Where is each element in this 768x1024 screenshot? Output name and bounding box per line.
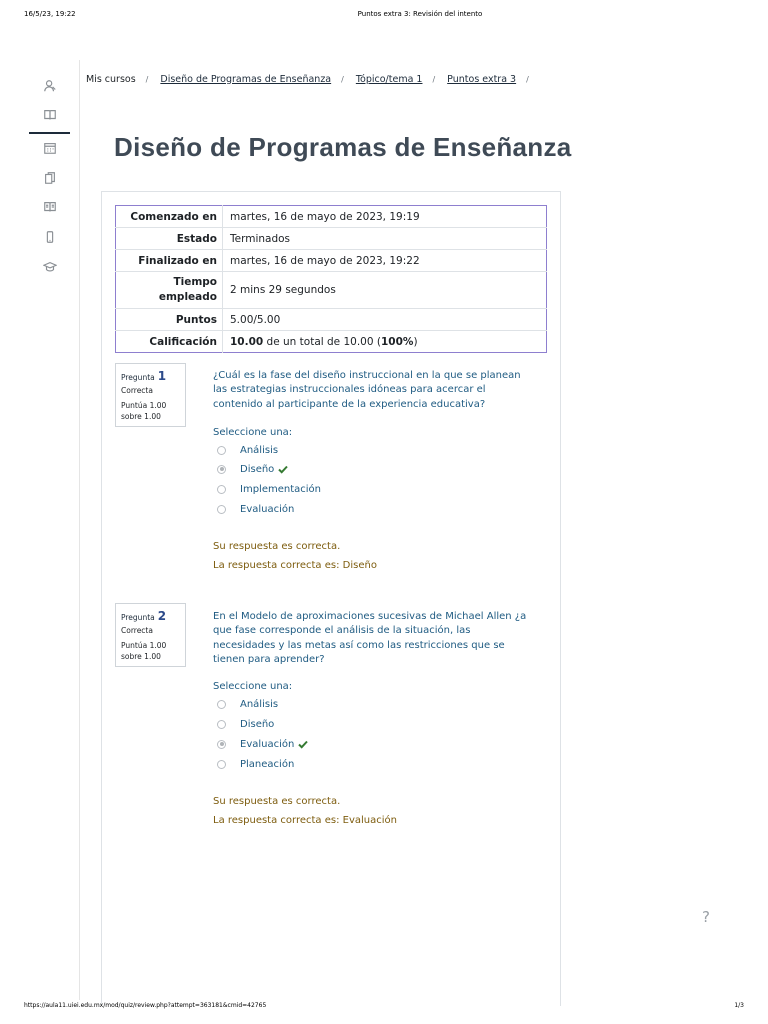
summary-value: 5.00/5.00 [223, 309, 547, 331]
calendar-icon[interactable] [42, 140, 58, 156]
print-page-number: 1/3 [734, 1002, 744, 1009]
summary-value [223, 331, 547, 353]
question-text: En el Modelo de aproximaciones sucesivas de Michael Allen ¿a que fase corresponde el análisis de la situación, las necesidades y las metas así como las restricciones que se tienen para aprender? [213, 611, 527, 665]
summary-row-grade [116, 331, 547, 353]
active-indicator [29, 132, 70, 134]
breadcrumb-separator: / [341, 74, 344, 84]
radio-button[interactable] [217, 700, 226, 709]
question-number-value: 2 [157, 609, 167, 623]
summary-row-points [116, 309, 547, 331]
question-grade-line: Puntúa 1.00 [121, 401, 167, 410]
radio-button[interactable] [217, 720, 226, 729]
summary-label: Comenzado en [116, 206, 223, 228]
summary-label: Calificación [116, 331, 223, 353]
answer-option-label: Evaluación [240, 503, 295, 515]
summary-value: martes, 16 de mayo de 2023, 19:19 [230, 210, 420, 223]
print-url: https://aula11.uiei.edu.mx/mod/quiz/review.php?attempt=363181&cmid=42765 [24, 1002, 267, 1009]
question-grade-line: Puntúa 1.00 [121, 641, 167, 650]
question-label: Pregunta [121, 373, 155, 382]
breadcrumb-topic[interactable]: Tópico/tema 1 [355, 73, 423, 85]
feedback-right-answer: La respuesta correcta es: Diseño [213, 560, 377, 571]
participants-icon[interactable] [42, 78, 58, 94]
answer-option-label: Planeación [240, 758, 295, 770]
question-grade [121, 400, 180, 422]
summary-label [116, 272, 223, 309]
summary-label: Finalizado en [116, 250, 223, 272]
summary-label: Puntos [116, 309, 223, 331]
grade-score: 10.00 [230, 335, 264, 348]
print-footer [0, 1002, 768, 1014]
breadcrumb-separator: / [526, 74, 529, 84]
question-grade-line: sobre 1.00 [121, 652, 161, 661]
radio-button[interactable] [217, 760, 226, 769]
answer-option[interactable] [217, 482, 321, 496]
breadcrumb-quiz[interactable]: Puntos extra 3 [447, 73, 517, 85]
question-state: Correcta [121, 386, 153, 395]
answer-option-selected[interactable] [217, 462, 288, 476]
feedback-correct: Su respuesta es correcta. [213, 541, 341, 552]
radio-button[interactable] [217, 505, 226, 514]
book-icon[interactable] [42, 107, 58, 123]
checkmark-icon [298, 739, 308, 749]
grade-close: ) [413, 335, 418, 348]
radio-button-checked[interactable] [217, 465, 226, 474]
question-number-value: 1 [157, 369, 167, 383]
answer-option[interactable] [217, 757, 294, 771]
feedback-correct: Su respuesta es correcta. [213, 796, 341, 807]
question-text: ¿Cuál es la fase del diseño instruccional en la que se planean las estrategias instruccionales idóneas para acercar el contenido al participante de la experiencia educativa? [213, 370, 521, 410]
nav-rail [20, 60, 80, 1000]
breadcrumb [86, 72, 541, 86]
answer-prompt: Seleccione una: [213, 681, 293, 692]
feedback-right-answer: La respuesta correcta es: Evaluación [213, 815, 397, 826]
summary-row-started [116, 206, 547, 228]
print-title: Puntos extra 3: Revisión del intento [357, 10, 483, 18]
print-timestamp: 16/5/23, 19:22 [24, 10, 76, 18]
summary-label: Estado [116, 228, 223, 250]
question-label: Pregunta [121, 613, 155, 622]
radio-button[interactable] [217, 485, 226, 494]
help-icon[interactable]: ? [702, 908, 710, 926]
summary-row-finished [116, 250, 547, 272]
files-icon[interactable] [42, 170, 58, 186]
question-number [121, 609, 180, 623]
answer-option-label: Análisis [240, 698, 279, 710]
answer-option[interactable] [217, 717, 274, 731]
breadcrumb-separator: / [432, 74, 436, 84]
checkmark-icon [278, 464, 288, 474]
print-header [0, 10, 768, 24]
answer-option[interactable] [217, 697, 278, 711]
graduation-cap-icon[interactable] [42, 259, 58, 275]
answer-option-label: Diseño [240, 718, 275, 730]
answer-prompt: Seleccione una: [213, 427, 293, 438]
breadcrumb-course[interactable]: Diseño de Programas de Enseñanza [160, 73, 332, 85]
attempt-summary-table [115, 205, 547, 353]
grade-text: de un total de 10.00 ( [263, 335, 381, 348]
answer-option-label: Implementación [240, 483, 321, 495]
page-title: Diseño de Programas de Enseñanza [114, 132, 572, 162]
book-open-icon[interactable] [42, 199, 58, 215]
question-number [121, 369, 180, 383]
grade-percent: 100% [380, 335, 414, 348]
answer-option[interactable] [217, 502, 294, 516]
summary-value: martes, 16 de mayo de 2023, 19:22 [223, 250, 547, 272]
question-grade-line: sobre 1.00 [121, 412, 161, 421]
answer-option-label: Diseño [240, 463, 275, 475]
answer-option-selected[interactable] [217, 737, 308, 751]
mobile-icon[interactable] [42, 229, 58, 245]
question-info-box [115, 363, 186, 427]
radio-button-checked[interactable] [217, 740, 226, 749]
radio-button[interactable] [217, 446, 226, 455]
question-info-box [115, 603, 186, 667]
question-grade [121, 640, 180, 662]
answer-option-label: Análisis [240, 444, 279, 456]
question-state: Correcta [121, 626, 153, 635]
summary-value: 2 mins 29 segundos [223, 272, 547, 309]
summary-row-time [116, 272, 547, 309]
summary-value: Terminados [223, 228, 547, 250]
summary-row-state [116, 228, 547, 250]
breadcrumb-my-courses[interactable]: Mis cursos [86, 73, 136, 85]
answer-option[interactable] [217, 443, 278, 457]
breadcrumb-separator: / [145, 74, 149, 84]
summary-label-line: empleado [158, 291, 217, 303]
answer-option-label: Evaluación [240, 738, 295, 750]
summary-label-line: Tiempo [173, 276, 217, 288]
